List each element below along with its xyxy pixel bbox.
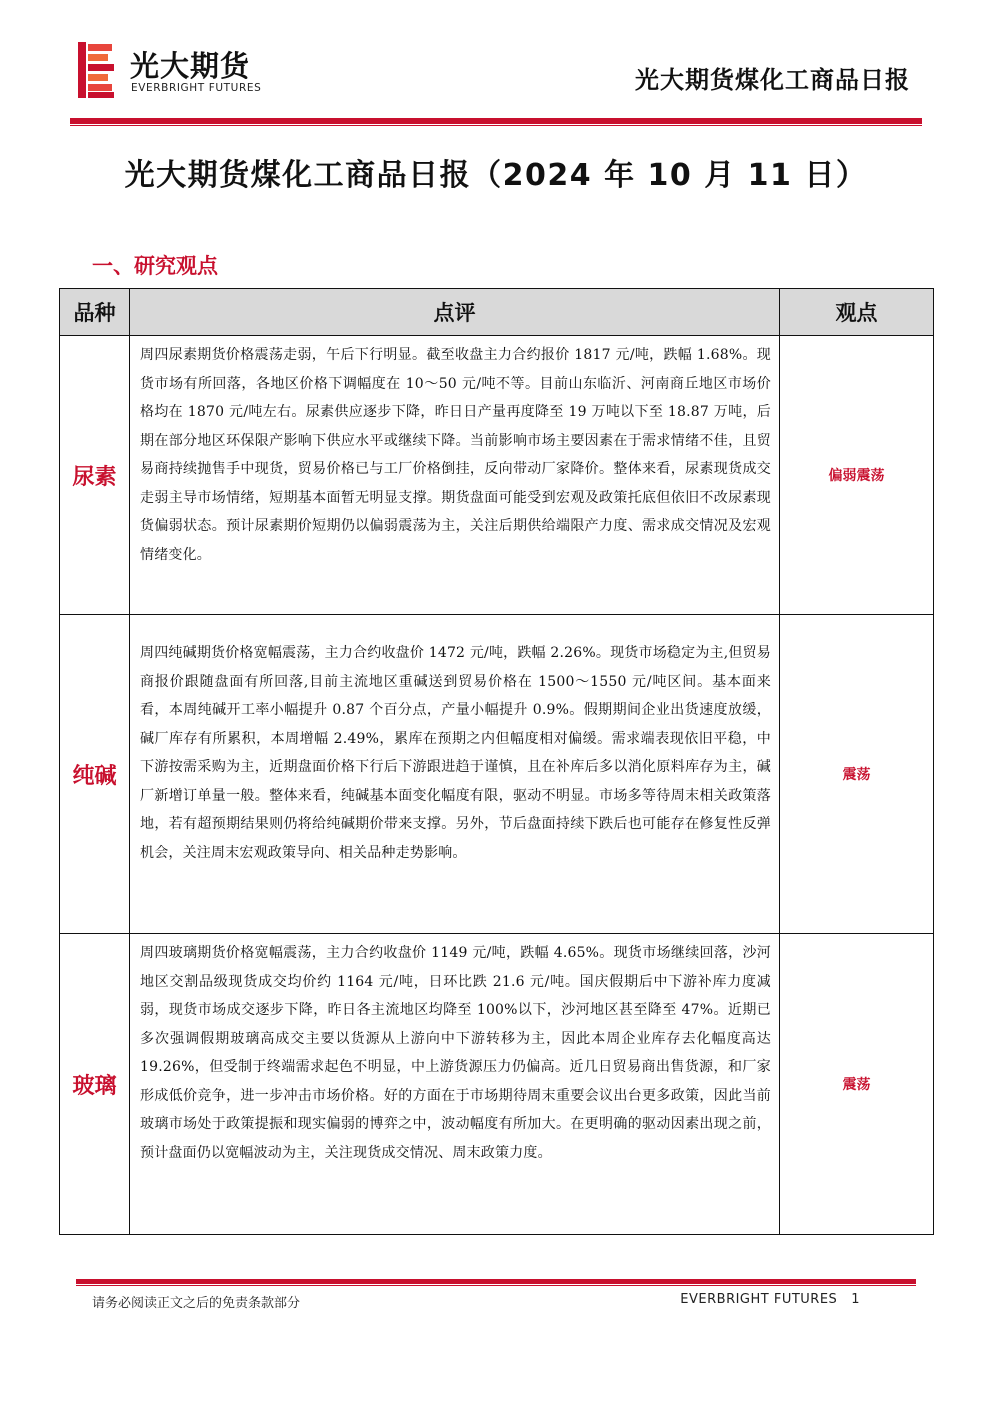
table-header-row (60, 289, 934, 336)
company-logo (76, 42, 296, 100)
everbright-logo-icon (76, 42, 116, 98)
logo-chinese-name: 光大期货 (130, 49, 251, 83)
column-header-view: 观点 (780, 289, 934, 336)
table-row-glass (60, 934, 934, 1235)
variety-cell: 纯碱 (60, 615, 130, 934)
research-view-table (59, 288, 934, 1235)
header-divider-thin (70, 125, 922, 126)
page-title: 光大期货煤化工商品日报（2024 年 10 月 11 日） (124, 158, 868, 193)
column-header-variety: 品种 (60, 289, 130, 336)
view-cell: 震荡 (780, 934, 934, 1235)
page-number: 1 (851, 1292, 860, 1307)
column-header-comment: 点评 (130, 289, 780, 336)
variety-cell: 尿素 (60, 336, 130, 615)
header-divider (70, 118, 922, 124)
table-row-soda-ash (60, 615, 934, 934)
comment-cell: 周四纯碱期货价格宽幅震荡，主力合约收盘价 1472 元/吨，跌幅 2.26%。现货市场稳定为主,但贸易商报价跟随盘面有所回落,目前主流地区重碱送到贸易价格在 1500～1550 元/吨区间。基本面来看，本周纯碱开工率小幅提升 0.87 个百分点，产量小幅提升 0.9%。假期期间企业出货速度放缓，碱厂库存有所累积，本周增幅 2.49%，累库在预期之内但幅度相对偏缓。需求端表现依旧平稳，中下游按需采购为主，近期盘面价格下行后下游跟进趋于谨慎，且在补库后多以消化原料库存为主，碱厂新增订单量一般。整体来看，纯碱基本面变化幅度有限，驱动不明显。市场多等待周末相关政策落地，若有超预期结果则仍将给纯碱期价带来支撑。另外，节后盘面持续下跌后也可能存在修复性反弹机会，关注周末宏观政策导向、相关品种走势影响。 (130, 615, 780, 934)
comment-cell: 周四尿素期货价格震荡走弱，午后下行明显。截至收盘主力合约报价 1817 元/吨，跌幅 1.68%。现货市场有所回落，各地区价格下调幅度在 10～50 元/吨不等。目前山东临沂、河南商丘地区市场价格均在 1870 元/吨左右。尿素供应逐步下降，昨日日产量再度降至 19 万吨以下至 18.87 万吨，后期在部分地区环保限产影响下供应水平或继续下降。当前影响市场主要因素在于需求情绪不佳，且贸易商持续抛售手中现货，贸易价格已与工厂价格倒挂，反向带动厂家降价。整体来看，尿素现货成交走弱主导市场情绪，短期基本面暂无明显支撑。期货盘面可能受到宏观及政策托底但依旧不改尿素现货偏弱状态。预计尿素期价短期仍以偏弱震荡为主，关注后期供给端限产力度、需求成交情况及宏观情绪变化。 (130, 336, 780, 615)
header-report-title: 光大期货煤化工商品日报 (635, 66, 910, 94)
table-row-urea (60, 336, 934, 615)
section-heading: 一、研究观点 (92, 254, 218, 278)
view-cell: 偏弱震荡 (780, 336, 934, 615)
variety-cell: 玻璃 (60, 934, 130, 1235)
footer-company-page (680, 1292, 860, 1307)
footer-company: EVERBRIGHT FUTURES (680, 1292, 838, 1307)
logo-english-name: EVERBRIGHT FUTURES (131, 82, 262, 94)
footer-divider-thin (76, 1285, 916, 1286)
footer-divider (76, 1279, 916, 1284)
view-cell: 震荡 (780, 615, 934, 934)
footer-disclaimer: 请务必阅读正文之后的免责条款部分 (92, 1296, 301, 1311)
comment-cell: 周四玻璃期货价格宽幅震荡，主力合约收盘价 1149 元/吨，跌幅 4.65%。现货市场继续回落，沙河地区交割品级现货成交均价约 1164 元/吨，日环比跌 21.6 元/吨。国庆假期后中下游补库力度减弱，现货市场成交逐步下降，昨日各主流地区均降至 100%以下，沙河地区甚至降至 47%。近期已多次强调假期玻璃高成交主要以货源从上游向中下游转移为主，因此本周企业库存去化幅度高达 19.26%，但受制于终端需求起色不明显，中上游货源压力仍偏高。近几日贸易商出售货源，和厂家形成低价竞争，进一步冲击市场价格。好的方面在于市场期待周末重要会议出台更多政策，因此当前玻璃市场处于政策提振和现实偏弱的博弈之中，波动幅度有所加大。在更明确的驱动因素出现之前，预计盘面仍以宽幅波动为主，关注现货成交情况、周末政策力度。 (130, 934, 780, 1235)
